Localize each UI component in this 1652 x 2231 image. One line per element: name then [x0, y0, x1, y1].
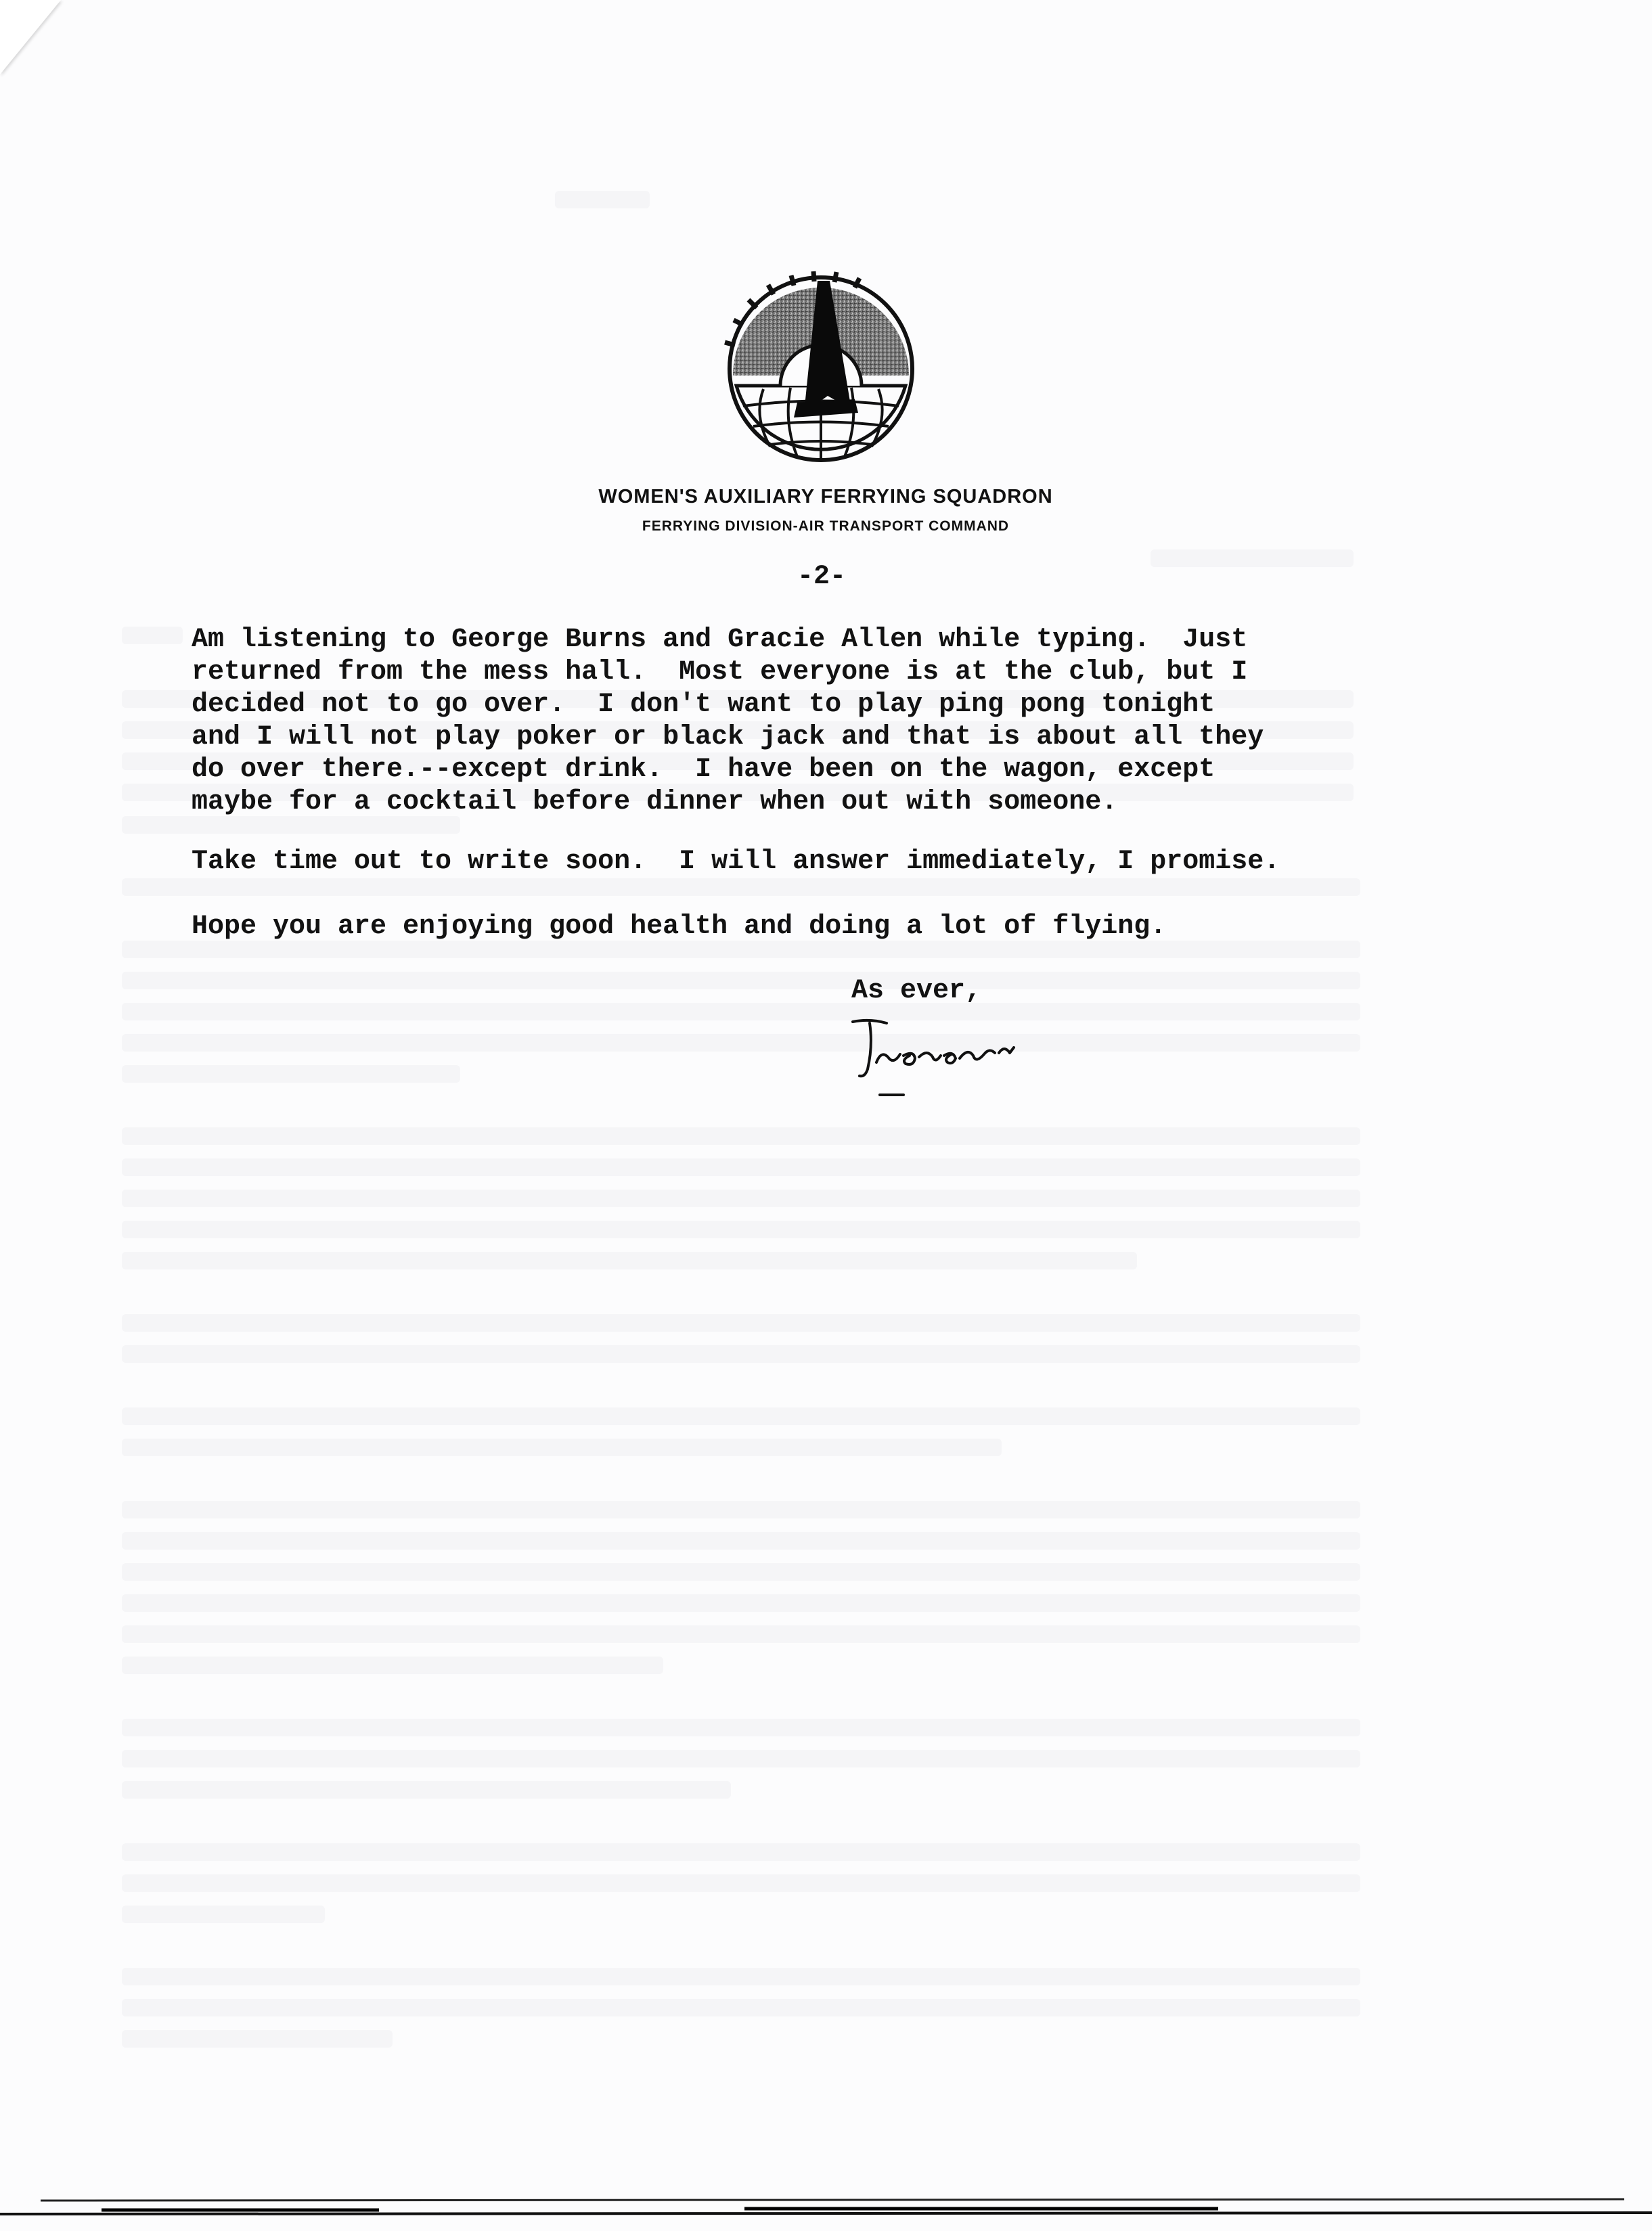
paragraph-1-line: Am listening to George Burns and Gracie Allen while typing. Just: [192, 625, 1248, 655]
division-name: FERRYING DIVISION-AIR TRANSPORT COMMAND: [642, 518, 1010, 534]
bottom-edge-lines: [0, 2192, 1652, 2231]
paragraph-1-line: returned from the mess hall. Most everyone is at the club, but I: [192, 657, 1248, 688]
folded-corner: [0, 0, 61, 74]
paragraph-3: Hope you are enjoying good health and doing a lot of flying.: [192, 911, 1167, 942]
page-number: -2-: [797, 562, 846, 592]
paragraph-1: [192, 624, 1477, 819]
organization-name: WOMEN'S AUXILIARY FERRYING SQUADRON: [598, 486, 1053, 508]
paragraph-1-line: and I will not play poker or black jack and that is about all they: [192, 722, 1264, 752]
paragraph-2: Take time out to write soon. I will answer immediately, I promise.: [192, 847, 1280, 877]
paragraph-1-line: do over there.--except drink. I have been on the wagon, except: [192, 754, 1215, 785]
handwritten-signature: [839, 1015, 1096, 1103]
paragraph-1-line: decided not to go over. I don't want to play ping pong tonight: [192, 690, 1215, 720]
closing: As ever,: [851, 976, 982, 1006]
wafs-globe-emblem-icon: [716, 267, 926, 477]
paragraph-1-line: maybe for a cocktail before dinner when out with someone.: [192, 787, 1118, 817]
